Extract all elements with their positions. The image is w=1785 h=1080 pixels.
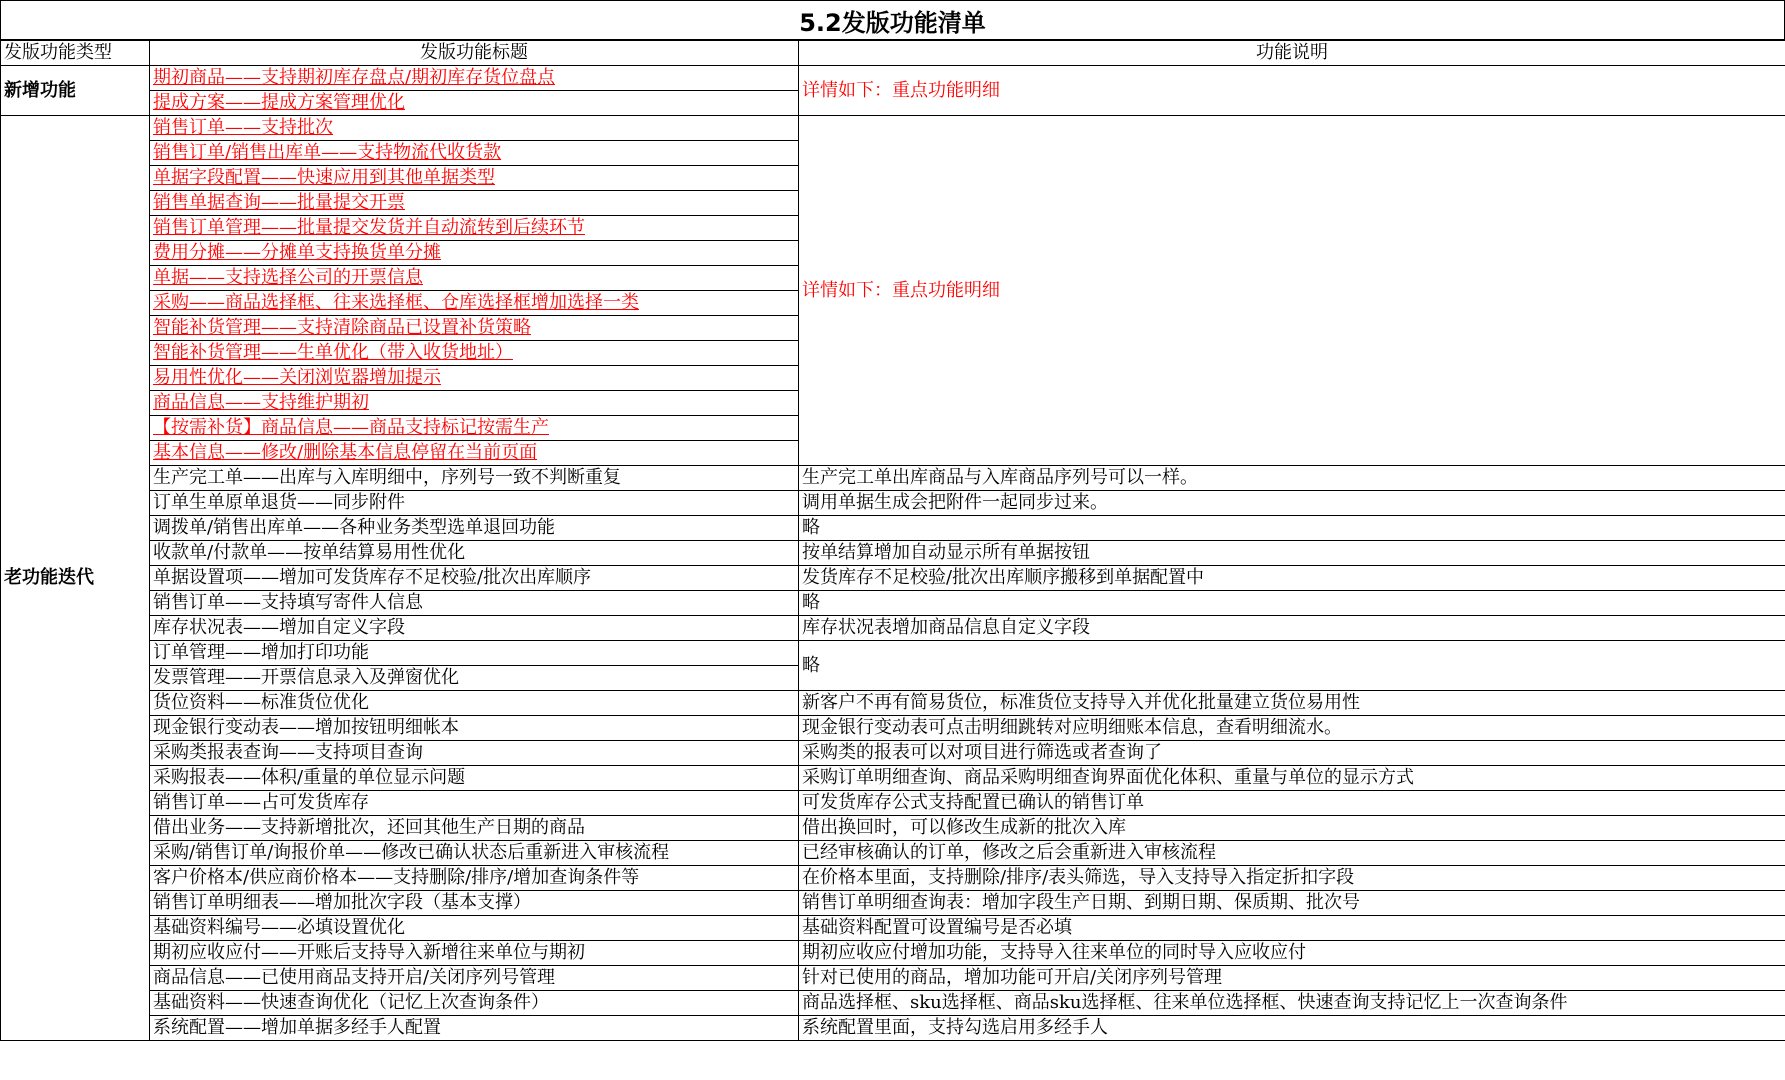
feature-title-cell[interactable]: 基础资料——快速查询优化（记忆上次查询条件） — [150, 991, 799, 1016]
feature-title-cell[interactable]: 单据——支持选择公司的开票信息 — [150, 266, 799, 291]
feature-title-cell[interactable]: 客户价格本/供应商价格本——支持删除/排序/增加查询条件等 — [150, 866, 799, 891]
feature-desc-cell[interactable]: 新客户不再有简易货位，标准货位支持导入并优化批量建立货位易用性 — [799, 691, 1785, 716]
feature-title-cell[interactable]: 收款单/付款单——按单结算易用性优化 — [150, 541, 799, 566]
feature-desc-cell[interactable]: 已经审核确认的订单，修改之后会重新进入审核流程 — [799, 841, 1785, 866]
feature-title-cell[interactable]: 销售订单/销售出库单——支持物流代收货款 — [150, 141, 799, 166]
header-row — [1, 41, 1785, 66]
header-title: 发版功能标题 — [150, 41, 799, 66]
feature-title-cell[interactable]: 期初商品——支持期初库存盘点/期初库存货位盘点 — [150, 66, 799, 91]
feature-title-cell[interactable]: 销售订单管理——批量提交发货并自动流转到后续环节 — [150, 216, 799, 241]
feature-desc-cell[interactable]: 生产完工单出库商品与入库商品序列号可以一样。 — [799, 466, 1785, 491]
table-row — [1, 116, 1785, 141]
feature-title-cell[interactable]: 销售订单明细表——增加批次字段（基本支撑） — [150, 891, 799, 916]
table-row — [1, 766, 1785, 791]
feature-title-cell[interactable]: 销售订单——支持填写寄件人信息 — [150, 591, 799, 616]
feature-desc-cell[interactable]: 发货库存不足校验/批次出库顺序搬移到单据配置中 — [799, 566, 1785, 591]
feature-desc-cell[interactable]: 在价格本里面，支持删除/排序/表头筛选，导入支持导入指定折扣字段 — [799, 866, 1785, 891]
feature-desc-cell[interactable]: 略 — [799, 641, 1785, 691]
feature-title-cell[interactable]: 订单生单原单退货——同步附件 — [150, 491, 799, 516]
table-row — [1, 916, 1785, 941]
feature-title-cell[interactable]: 货位资料——标准货位优化 — [150, 691, 799, 716]
feature-desc-cell[interactable]: 基础资料配置可设置编号是否必填 — [799, 916, 1785, 941]
sheet-title-row — [0, 0, 1785, 40]
table-row — [1, 616, 1785, 641]
feature-title-cell[interactable]: 期初应收应付——开账后支持导入新增往来单位与期初 — [150, 941, 799, 966]
table-row — [1, 1016, 1785, 1041]
feature-title-cell[interactable]: 发票管理——开票信息录入及弹窗优化 — [150, 666, 799, 691]
feature-title-cell[interactable]: 采购报表——体积/重量的单位显示问题 — [150, 766, 799, 791]
feature-title-cell[interactable]: 借出业务——支持新增批次，还回其他生产日期的商品 — [150, 816, 799, 841]
feature-title-cell[interactable]: 采购——商品选择框、往来选择框、仓库选择框增加选择一类 — [150, 291, 799, 316]
group-label-new: 新增功能 — [1, 66, 150, 116]
feature-desc-cell[interactable]: 借出换回时，可以修改生成新的批次入库 — [799, 816, 1785, 841]
table-row — [1, 66, 1785, 91]
feature-desc-cell[interactable]: 按单结算增加自动显示所有单据按钮 — [799, 541, 1785, 566]
feature-desc-cell[interactable]: 现金银行变动表可点击明细跳转对应明细账本信息，查看明细流水。 — [799, 716, 1785, 741]
feature-title-cell[interactable]: 【按需补货】商品信息——商品支持标记按需生产 — [150, 416, 799, 441]
feature-title-cell[interactable]: 销售单据查询——批量提交开票 — [150, 191, 799, 216]
release-table — [0, 40, 1785, 1041]
feature-desc-cell[interactable]: 采购类的报表可以对项目进行筛选或者查询了 — [799, 741, 1785, 766]
table-row — [1, 966, 1785, 991]
feature-title-cell[interactable]: 采购类报表查询——支持项目查询 — [150, 741, 799, 766]
feature-title-cell[interactable]: 生产完工单——出库与入库明细中，序列号一致不判断重复 — [150, 466, 799, 491]
table-row — [1, 491, 1785, 516]
table-row — [1, 991, 1785, 1016]
table-row — [1, 716, 1785, 741]
feature-desc-cell[interactable]: 可发货库存公式支持配置已确认的销售订单 — [799, 791, 1785, 816]
feature-title-cell[interactable]: 现金银行变动表——增加按钮明细帐本 — [150, 716, 799, 741]
feature-title-cell[interactable]: 基本信息——修改/删除基本信息停留在当前页面 — [150, 441, 799, 466]
table-row — [1, 691, 1785, 716]
feature-title-cell[interactable]: 单据设置项——增加可发货库存不足校验/批次出库顺序 — [150, 566, 799, 591]
feature-desc-cell[interactable]: 期初应收应付增加功能，支持导入往来单位的同时导入应收应付 — [799, 941, 1785, 966]
feature-title-cell[interactable]: 基础资料编号——必填设置优化 — [150, 916, 799, 941]
feature-title-cell[interactable]: 商品信息——支持维护期初 — [150, 391, 799, 416]
group-label-old: 老功能迭代 — [1, 116, 150, 1041]
feature-title-cell[interactable]: 销售订单——占可发货库存 — [150, 791, 799, 816]
feature-title-cell[interactable]: 商品信息——已使用商品支持开启/关闭序列号管理 — [150, 966, 799, 991]
table-row — [1, 466, 1785, 491]
feature-title-cell[interactable]: 智能补货管理——生单优化（带入收货地址） — [150, 341, 799, 366]
feature-title-cell[interactable]: 系统配置——增加单据多经手人配置 — [150, 1016, 799, 1041]
sheet-title: 5.2发版功能清单 — [799, 8, 986, 37]
feature-title-cell[interactable]: 销售订单——支持批次 — [150, 116, 799, 141]
feature-title-cell[interactable]: 智能补货管理——支持清除商品已设置补货策略 — [150, 316, 799, 341]
feature-desc-cell[interactable]: 采购订单明细查询、商品采购明细查询界面优化体积、重量与单位的显示方式 — [799, 766, 1785, 791]
feature-desc-cell[interactable]: 略 — [799, 591, 1785, 616]
table-row — [1, 541, 1785, 566]
feature-title-cell[interactable]: 费用分摊——分摊单支持换货单分摊 — [150, 241, 799, 266]
feature-desc-cell[interactable]: 详情如下：重点功能明细 — [799, 116, 1785, 466]
table-row — [1, 841, 1785, 866]
feature-title-cell[interactable]: 库存状况表——增加自定义字段 — [150, 616, 799, 641]
feature-desc-cell[interactable]: 商品选择框、sku选择框、商品sku选择框、往来单位选择框、快速查询支持记忆上一次查询条件 — [799, 991, 1785, 1016]
table-row — [1, 816, 1785, 841]
feature-desc-cell[interactable]: 库存状况表增加商品信息自定义字段 — [799, 616, 1785, 641]
table-row — [1, 591, 1785, 616]
feature-desc-cell[interactable]: 略 — [799, 516, 1785, 541]
table-row — [1, 741, 1785, 766]
feature-title-cell[interactable]: 单据字段配置——快速应用到其他单据类型 — [150, 166, 799, 191]
table-row — [1, 516, 1785, 541]
table-row — [1, 866, 1785, 891]
table-row — [1, 941, 1785, 966]
feature-desc-cell[interactable]: 销售订单明细查询表：增加字段生产日期、到期日期、保质期、批次号 — [799, 891, 1785, 916]
feature-desc-cell[interactable]: 调用单据生成会把附件一起同步过来。 — [799, 491, 1785, 516]
table-row — [1, 891, 1785, 916]
header-type: 发版功能类型 — [1, 41, 150, 66]
feature-title-cell[interactable]: 订单管理——增加打印功能 — [150, 641, 799, 666]
feature-title-cell[interactable]: 提成方案——提成方案管理优化 — [150, 91, 799, 116]
feature-desc-cell[interactable]: 详情如下：重点功能明细 — [799, 66, 1785, 116]
feature-desc-cell[interactable]: 针对已使用的商品，增加功能可开启/关闭序列号管理 — [799, 966, 1785, 991]
header-desc: 功能说明 — [799, 41, 1785, 66]
feature-title-cell[interactable]: 易用性优化——关闭浏览器增加提示 — [150, 366, 799, 391]
feature-title-cell[interactable]: 采购/销售订单/询报价单——修改已确认状态后重新进入审核流程 — [150, 841, 799, 866]
table-row — [1, 566, 1785, 591]
feature-desc-cell[interactable]: 系统配置里面，支持勾选启用多经手人 — [799, 1016, 1785, 1041]
table-row — [1, 791, 1785, 816]
table-row — [1, 641, 1785, 666]
feature-title-cell[interactable]: 调拨单/销售出库单——各种业务类型选单退回功能 — [150, 516, 799, 541]
